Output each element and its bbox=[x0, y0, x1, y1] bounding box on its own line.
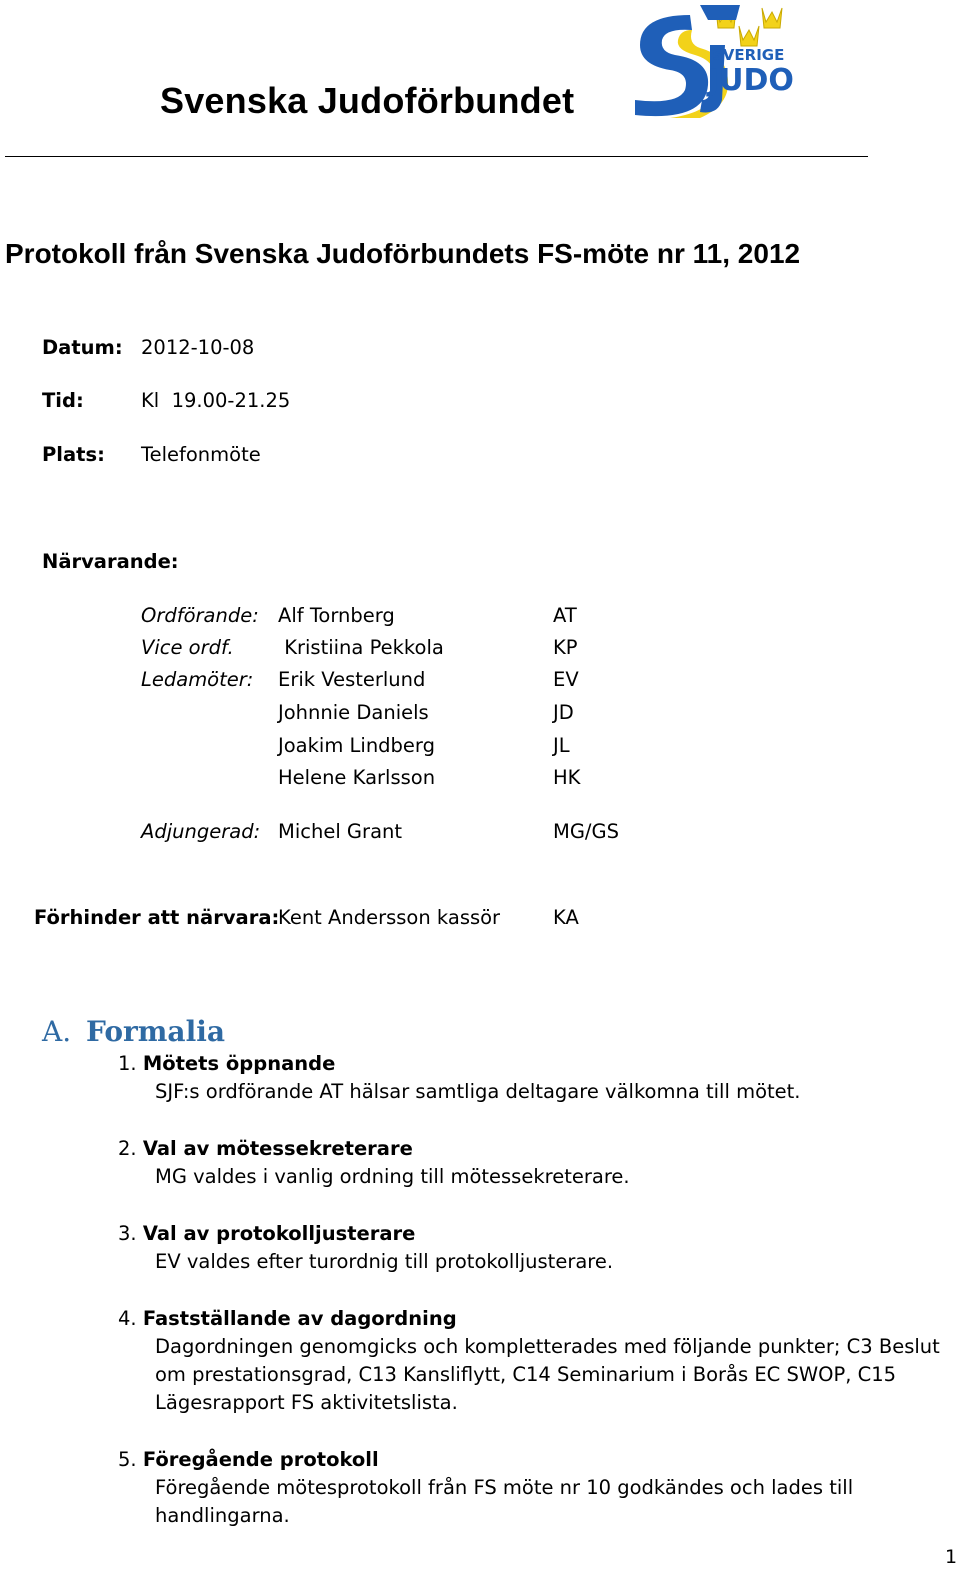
absent-abbr: KA bbox=[553, 906, 579, 929]
place-value: Telefonmöte bbox=[141, 443, 261, 466]
agenda-item-text: EV valdes efter turordnig till protokolljusterare. bbox=[155, 1250, 614, 1273]
logo-judo-text: JUDO bbox=[708, 63, 794, 98]
agenda-item-number: 2. bbox=[118, 1137, 137, 1160]
agenda-item-number: 1. bbox=[118, 1052, 137, 1075]
agenda-item-text: Dagordningen genomgicks och kompletterades med följande punkter; C3 Beslut om prestationsgrad, C13 Kansliflytt, C14 Seminarium i Borås EC SWOP, C15 Lägesrapport FS aktivitetslista. bbox=[155, 1335, 940, 1414]
attendee-name: Alf Tornberg bbox=[278, 604, 395, 627]
attendee-abbr: EV bbox=[553, 668, 579, 691]
attendee-abbr: KP bbox=[553, 636, 578, 659]
agenda-item-title: Val av mötessekreterare bbox=[142, 1137, 413, 1160]
agenda-item-heading bbox=[118, 1448, 379, 1471]
agenda-item-number: 5. bbox=[118, 1448, 137, 1471]
attendee-name: Helene Karlsson bbox=[278, 766, 436, 789]
section-title: Formalia bbox=[86, 1015, 225, 1048]
attendee-abbr: AT bbox=[553, 604, 577, 627]
agenda-item-text: Föregående mötesprotokoll från FS möte nr 10 godkändes och lades till handlingarna. bbox=[155, 1476, 854, 1527]
organization-name: Svenska Judoförbundet bbox=[160, 80, 575, 121]
attendee-abbr: JL bbox=[553, 734, 570, 757]
sjf-sverige-judo-logo bbox=[630, 0, 810, 125]
agenda-item-heading bbox=[118, 1307, 457, 1330]
absent-label: Förhinder att närvara: bbox=[34, 906, 280, 929]
agenda-item-number: 4. bbox=[118, 1307, 137, 1330]
agenda-item-text: MG valdes i vanlig ordning till mötessekreterare. bbox=[155, 1165, 630, 1188]
attendee-abbr: HK bbox=[553, 766, 581, 789]
place-label: Plats: bbox=[42, 443, 105, 466]
time-label: Tid: bbox=[42, 389, 84, 412]
attendee-name: Erik Vesterlund bbox=[278, 668, 426, 691]
attendee-name: Kristiina Pekkola bbox=[278, 636, 444, 659]
attendee-role: Ordförande: bbox=[141, 604, 259, 627]
attendee-role: Ledamöter: bbox=[141, 668, 254, 691]
attendee-name: Joakim Lindberg bbox=[278, 734, 435, 757]
attendee-abbr: JD bbox=[553, 701, 574, 724]
date-value: 2012-10-08 bbox=[141, 336, 255, 359]
absent-name: Kent Andersson kassör bbox=[278, 906, 501, 929]
logo-sverige-text: SVERIGE bbox=[712, 46, 785, 64]
agenda-item-title: Mötets öppnande bbox=[142, 1052, 336, 1075]
date-label: Datum: bbox=[42, 336, 123, 359]
agenda-item-number: 3. bbox=[118, 1222, 137, 1245]
attendee-role: Adjungerad: bbox=[141, 820, 261, 843]
attendee-abbr: MG/GS bbox=[553, 820, 619, 843]
agenda-item-heading bbox=[118, 1137, 413, 1160]
header-divider bbox=[5, 156, 868, 157]
agenda-item-title: Fastställande av dagordning bbox=[142, 1307, 457, 1330]
agenda-item-title: Föregående protokoll bbox=[142, 1448, 379, 1471]
section-heading bbox=[42, 1015, 225, 1048]
attendee-role: Vice ordf. bbox=[141, 636, 234, 659]
attendee-name: Johnnie Daniels bbox=[278, 701, 429, 724]
agenda-item-title: Val av protokolljusterare bbox=[142, 1222, 416, 1245]
agenda-item-heading bbox=[118, 1052, 335, 1075]
agenda-item-text: SJF:s ordförande AT hälsar samtliga deltagare välkomna till mötet. bbox=[155, 1080, 801, 1103]
time-value: Kl 19.00-21.25 bbox=[141, 389, 291, 412]
section-letter: A. bbox=[42, 1015, 72, 1048]
page-number: 1 bbox=[945, 1546, 958, 1568]
document-title: Protokoll från Svenska Judoförbundets FS-möte nr 11, 2012 bbox=[5, 238, 801, 269]
attendees-heading: Närvarande: bbox=[42, 550, 179, 573]
agenda-item-heading bbox=[118, 1222, 415, 1245]
attendee-name: Michel Grant bbox=[278, 820, 403, 843]
